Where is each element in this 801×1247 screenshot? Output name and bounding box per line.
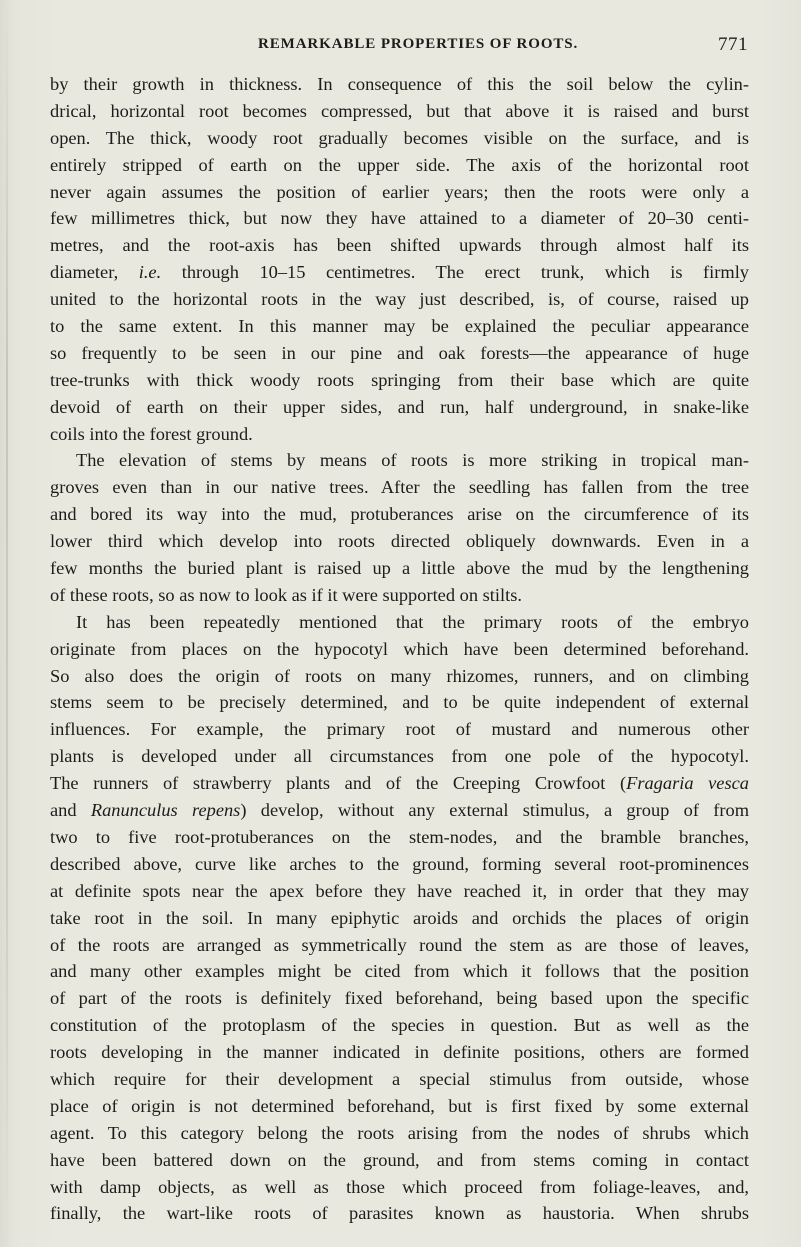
text-line: agent. To this category belong the roots arising from the nodes of shrubs which (50, 1122, 749, 1143)
text-line: coils into the forest ground. (50, 423, 253, 444)
text-line: to the same extent. In this manner may be explained the peculiar appearance (50, 316, 749, 337)
page-header (258, 36, 748, 62)
text-line: finally, the wart-like roots of parasites known as haustoria. When shrubs (50, 1203, 749, 1224)
body-text (50, 71, 749, 1227)
text-line: have been battered down on the ground, and from stems coming in contact (50, 1149, 749, 1170)
text-line: by their growth in thickness. In consequence of this the soil below the cylin- (50, 74, 749, 94)
text-line: never again assumes the position of earlier years; then the roots were only a (50, 181, 749, 202)
text-line: place of origin is not determined beforehand, but is first fixed by some external (50, 1095, 749, 1116)
page-number: 771 (718, 34, 748, 55)
text-line: lower third which develop into roots directed obliquely downwards. Even in a (50, 531, 749, 552)
text-line: The elevation of stems by means of roots is more striking in tropical man- (76, 450, 749, 471)
text-line: drical, horizontal root becomes compressed, but that above it is raised and burst (50, 100, 749, 121)
text-line: stems seem to be precisely determined, and to be quite independent of external (50, 692, 749, 713)
text-line: two to five root-protuberances on the stem-nodes, and the bramble branches, (50, 826, 749, 847)
text-line: devoid of earth on their upper sides, and run, half underground, in snake-like (50, 396, 749, 417)
text-line: take root in the soil. In many epiphytic aroids and orchids the places of origin (50, 907, 749, 928)
text-line: of the roots are arranged as symmetrically round the stem as are those of leaves, (50, 934, 749, 955)
text-line: united to the horizontal roots in the way just described, is, of course, raised up (50, 289, 749, 310)
text-line: So also does the origin of roots on many rhizomes, runners, and on climbing (50, 665, 749, 686)
text-line: It has been repeatedly mentioned that the primary roots of the embryo (76, 611, 749, 632)
text-line: at definite spots near the apex before they have reached it, in order that they may (50, 880, 749, 901)
text-line: so frequently to be seen in our pine and oak forests—the appearance of huge (50, 342, 749, 363)
running-head: REMARKABLE PROPERTIES OF ROOTS. (258, 36, 579, 52)
text-line: described above, curve like arches to the ground, forming several root-prominences (50, 853, 749, 874)
text-line: which require for their development a special stimulus from outside, whose (50, 1068, 749, 1089)
text-line: plants is developed under all circumstances from one pole of the hypocotyl. (50, 746, 749, 767)
text-line: constitution of the protoplasm of the species in question. But as well as the (50, 1015, 749, 1036)
text-line: few months the buried plant is raised up a little above the mud by the lengthening (50, 558, 749, 579)
text-line: diameter, i.e. through 10–15 centimetres. The erect trunk, which is firmly (50, 262, 749, 283)
text-line: groves even than in our native trees. After the seedling has fallen from the tree (50, 477, 749, 498)
text-line: and many other examples might be cited from which it follows that the position (50, 961, 749, 982)
text-line: and bored its way into the mud, protuberances arise on the circumference of its (50, 504, 749, 525)
text-line: originate from places on the hypocotyl which have been determined beforehand. (50, 638, 749, 659)
text-line: metres, and the root-axis has been shifted upwards through almost half its (50, 235, 749, 256)
text-line: open. The thick, woody root gradually becomes visible on the surface, and is (50, 127, 749, 148)
text-line: of part of the roots is definitely fixed beforehand, being based upon the specific (50, 988, 749, 1009)
text-line: tree-trunks with thick woody roots springing from their base which are quite (50, 369, 749, 390)
text-line: entirely stripped of earth on the upper side. The axis of the horizontal root (50, 154, 749, 175)
text-line: The runners of strawberry plants and of the Creeping Crowfoot (Fragaria vesca (50, 773, 749, 794)
text-line: few millimetres thick, but now they have attained to a diameter of 20–30 centi- (50, 208, 749, 229)
text-line: and Ranunculus repens) develop, without any external stimulus, a group of from (50, 800, 750, 821)
page-gutter-shadow (6, 0, 8, 1247)
text-line: with damp objects, as well as those which proceed from foliage-leaves, and, (50, 1176, 749, 1197)
text-line: roots developing in the manner indicated in definite positions, others are formed (50, 1042, 749, 1063)
text-line: of these roots, so as now to look as if it were supported on stilts. (50, 584, 522, 605)
text-line: influences. For example, the primary root of mustard and numerous other (50, 719, 749, 740)
